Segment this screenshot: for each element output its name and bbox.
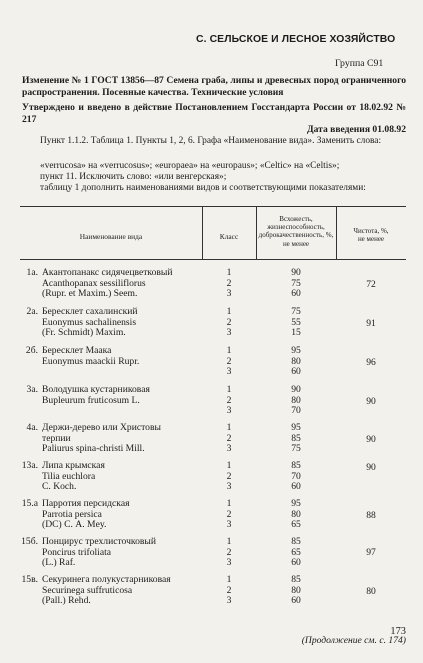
class-values xyxy=(202,385,256,417)
species-name xyxy=(42,575,202,607)
class-value: 1 xyxy=(226,345,232,356)
species-name xyxy=(42,461,202,493)
class-value: 3 xyxy=(226,327,232,339)
class-values xyxy=(202,461,256,493)
species-name-line: Parrotia persica xyxy=(42,508,102,520)
species-name-line: Bupleurum fruticosum L. xyxy=(42,394,140,406)
species-number: 13а. xyxy=(21,460,38,471)
class-values xyxy=(202,307,256,339)
species-number: 2б. xyxy=(25,345,38,356)
viability-value: 60 xyxy=(291,366,301,378)
species-number: 3а. xyxy=(26,384,38,395)
viability-values xyxy=(256,575,336,607)
species-number: 15б. xyxy=(21,536,38,547)
viability-values xyxy=(256,499,336,531)
class-values xyxy=(202,575,256,607)
viability-value: 85 xyxy=(291,460,301,471)
amendment-title: Изменение № 1 ГОСТ 13856—87 Семена граба, липы и древесных пород ограниченного распространения. Посевные качества. Технические условия xyxy=(22,75,406,98)
viability-value: 60 xyxy=(291,481,301,493)
header-line: Всхожесть, жизнеспособность, xyxy=(267,215,325,232)
header-line: не менее xyxy=(357,235,385,244)
class-value: 1 xyxy=(226,267,232,278)
species-name-line: (L.) Raf. xyxy=(42,557,76,569)
viability-values xyxy=(256,423,336,455)
viability-value: 75 xyxy=(291,306,301,317)
viability-value: 80 xyxy=(291,508,301,520)
column-header-name: Наименование вида xyxy=(79,232,143,241)
header-line: Чистота, %, xyxy=(353,227,389,235)
header-line: доброкачественность, %, не менее xyxy=(258,231,334,248)
purity-value: 88 xyxy=(366,510,376,521)
species-name xyxy=(42,423,202,455)
species-name-line: Paliurus spina-christi Mill. xyxy=(42,443,145,455)
viability-values xyxy=(256,346,336,378)
class-value: 2 xyxy=(226,584,232,596)
class-values xyxy=(202,499,256,531)
viability-value: 95 xyxy=(291,422,301,433)
table-header-rule xyxy=(20,259,406,260)
class-value: 1 xyxy=(226,498,232,509)
body-paragraph-3: пункт 11. Исключить слово: «или венгерская»; xyxy=(40,172,227,182)
class-value: 3 xyxy=(226,443,232,455)
viability-value: 85 xyxy=(291,432,301,444)
class-value: 1 xyxy=(226,422,232,433)
class-value: 3 xyxy=(226,519,232,531)
species-name-line: Володушка кустарниковая xyxy=(42,384,150,395)
body-paragraph-1: Пункт 1.1.2. Таблица 1. Пункты 1, 2, 6. Графа «Наименование вида». Заменить слова: xyxy=(40,136,382,146)
species-name xyxy=(42,268,202,300)
approval-statement: Утверждено и введено в действие Постановлением Госстандарта России от 18.02.92 № 217 xyxy=(22,102,406,125)
species-name-line: Бересклет сахалинский xyxy=(42,306,138,317)
class-value: 2 xyxy=(226,508,232,520)
species-name-line: Acanthopanax sessiliflorus xyxy=(42,277,146,289)
class-values xyxy=(202,423,256,455)
viability-value: 80 xyxy=(291,355,301,367)
class-values xyxy=(202,346,256,378)
class-value: 1 xyxy=(226,384,232,395)
class-values xyxy=(202,268,256,300)
class-value: 3 xyxy=(226,595,232,607)
species-number: 15в. xyxy=(21,574,38,585)
purity-value: 72 xyxy=(366,279,376,290)
viability-value: 60 xyxy=(291,557,301,569)
species-name xyxy=(42,346,202,367)
species-name-line: (Rupr. et Maxim.) Seem. xyxy=(42,288,138,300)
species-name xyxy=(42,537,202,569)
viability-value: 80 xyxy=(291,394,301,406)
purity-value: 97 xyxy=(366,547,376,558)
species-name xyxy=(42,307,202,339)
class-value: 2 xyxy=(226,470,232,482)
species-name-line: Euonymus maackii Rupr. xyxy=(42,355,140,367)
viability-value: 60 xyxy=(291,595,301,607)
body-paragraph-2: «verrucosa» на «verrucosus»; «europaea» на «europaus»; «Celtic» на «Celtis»; xyxy=(40,161,340,171)
viability-value: 80 xyxy=(291,584,301,596)
species-name-line: Липа крымская xyxy=(42,460,105,471)
species-name-line: Держи-дерево или Христовы xyxy=(42,422,161,433)
viability-value: 95 xyxy=(291,345,301,356)
viability-values xyxy=(256,307,336,339)
column-header-purity xyxy=(336,227,406,243)
species-name xyxy=(42,499,202,531)
purity-value: 96 xyxy=(366,357,376,368)
class-value: 2 xyxy=(226,394,232,406)
viability-value: 75 xyxy=(291,277,301,289)
class-values xyxy=(202,537,256,569)
class-value: 3 xyxy=(226,288,232,300)
class-value: 2 xyxy=(226,277,232,289)
class-value: 3 xyxy=(226,557,232,569)
viability-value: 85 xyxy=(291,536,301,547)
species-name-line: (Pall.) Rehd. xyxy=(42,595,91,607)
species-name-line: Poncirus trifoliata xyxy=(42,546,112,558)
viability-value: 75 xyxy=(291,443,301,455)
species-name-line: терпии xyxy=(42,432,71,444)
species-number: 1а. xyxy=(26,267,38,278)
species-number: 15.а xyxy=(21,498,38,509)
species-name-line: (DC) С. A. Mey. xyxy=(42,519,107,531)
class-value: 2 xyxy=(226,432,232,444)
viability-value: 55 xyxy=(291,316,301,328)
purity-value: 90 xyxy=(366,462,376,473)
viability-value: 70 xyxy=(291,405,301,417)
continuation-note: (Продолжение см. с. 174) xyxy=(301,635,406,646)
viability-value: 65 xyxy=(291,519,301,531)
species-number: 4а. xyxy=(26,422,38,433)
viability-values xyxy=(256,268,336,300)
species-name-line: Секуринега полукустарниковая xyxy=(42,574,171,585)
viability-values xyxy=(256,385,336,417)
section-title: С. СЕЛЬСКОЕ И ЛЕСНОЕ ХОЗЯЙСТВО xyxy=(196,34,396,45)
species-name-line: C. Koch. xyxy=(42,481,77,493)
class-value: 3 xyxy=(226,481,232,493)
purity-value: 80 xyxy=(366,586,376,597)
viability-value: 90 xyxy=(291,267,301,278)
viability-value: 65 xyxy=(291,546,301,558)
viability-value: 95 xyxy=(291,498,301,509)
column-header-class: Класс xyxy=(219,232,239,241)
species-name xyxy=(42,385,202,406)
purity-value: 91 xyxy=(366,318,376,329)
species-name-line: Акантопанакс сидячецветковый xyxy=(42,267,173,278)
class-value: 2 xyxy=(226,546,232,558)
purity-value: 90 xyxy=(366,434,376,445)
species-name-line: Tilia euchlora xyxy=(42,470,96,482)
table-top-rule xyxy=(20,206,406,207)
viability-value: 60 xyxy=(291,288,301,300)
group-label: Группа С91 xyxy=(335,58,384,69)
viability-values xyxy=(256,461,336,493)
introduction-date: Дата введения 01.08.92 xyxy=(306,124,406,135)
class-value: 3 xyxy=(226,366,232,378)
species-name-line: (Fr. Schmidt) Maxim. xyxy=(42,327,126,339)
class-value: 2 xyxy=(226,355,232,367)
class-value: 1 xyxy=(226,536,232,547)
viability-values xyxy=(256,537,336,569)
class-value: 1 xyxy=(226,460,232,471)
species-name-line: Euonymus sachalinensis xyxy=(42,316,137,328)
class-value: 3 xyxy=(226,405,232,417)
viability-value: 90 xyxy=(291,384,301,395)
viability-value: 85 xyxy=(291,574,301,585)
page-number: 173 xyxy=(390,626,406,637)
class-value: 1 xyxy=(226,306,232,317)
species-number: 2а. xyxy=(26,306,38,317)
class-value: 2 xyxy=(226,316,232,328)
species-name-line: Понцирус трехлисточковый xyxy=(42,536,156,547)
viability-value: 70 xyxy=(291,470,301,482)
purity-value: 90 xyxy=(366,396,376,407)
viability-value: 15 xyxy=(291,327,301,339)
species-name-line: Бересклет Маака xyxy=(42,345,112,356)
class-value: 1 xyxy=(226,574,232,585)
body-paragraph-4: таблицу 1 дополнить наименованиями видов и соответствующими показателями: xyxy=(40,183,366,193)
species-name-line: Парротия персидская xyxy=(42,498,130,509)
species-name-line: Securinega suffruticosa xyxy=(42,584,133,596)
column-header-viability xyxy=(256,215,336,248)
